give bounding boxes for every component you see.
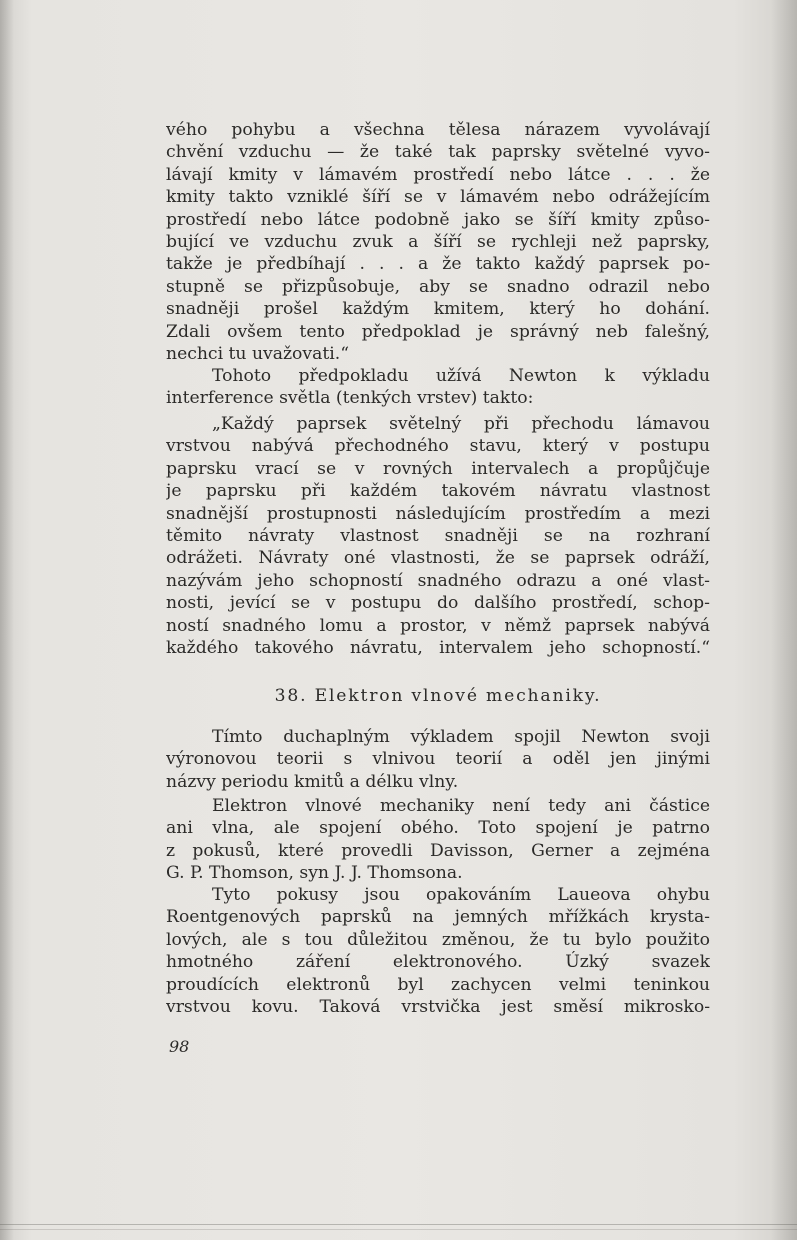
text-line: výronovou teorii s vlnivou teorií a oděl jen jinými [166, 749, 710, 770]
text-line: lových, ale s tou důležitou změnou, že tu bylo použito [166, 929, 710, 950]
text-line: interference světla (tenkých vrstev) takto: [166, 388, 534, 409]
text-line: paprsku vrací se v rovných intervalech a propůjčuje [166, 458, 710, 479]
section-heading: 38. Elektron vlnové mechaniky. [274, 686, 602, 706]
text-line: názvy periodu kmitů a délku vlny. [166, 771, 459, 792]
paragraph-newton-synthesis [166, 726, 710, 793]
text-line: vrstvou kovu. Taková vrstvička jest směsí mikrosko- [166, 996, 710, 1017]
text-line: takže je předbíhají . . . a že takto každý paprsek po- [166, 254, 710, 275]
text-line: ností snadného lomu a prostor, v němž paprsek nabývá [166, 615, 710, 636]
text-line: vého pohybu a všechna tělesa nárazem vyvolávají [166, 120, 710, 140]
page-right-shadow [771, 0, 797, 1240]
text-line: Elektron vlnové mechaniky není tedy ani částice [212, 796, 710, 816]
text-line: snadnější prostupnosti následujícím prostředím a mezi [166, 503, 710, 524]
text-line: hmotného záření elektronového. Úzký svazek [166, 952, 710, 973]
text-line: Tyto pokusy jsou opakováním Laueova ohybu [212, 885, 710, 905]
paragraph-newton-quote [166, 413, 710, 659]
text-line: proudících elektronů byl zachycen velmi teninkou [166, 974, 710, 995]
text-line: nosti, jevící se v postupu do dalšího prostředí, schop- [166, 593, 710, 614]
text-line: odrážeti. Návraty oné vlastnosti, že se paprsek odráží, [166, 548, 710, 569]
text-line: z pokusů, které provedli Davisson, Gerner a zejména [166, 840, 710, 861]
page-bottom-edge-line [0, 1224, 797, 1225]
text-line: vrstvou nabývá přechodného stavu, který v postupu [166, 436, 710, 457]
text-line: je paprsku při každém takovém návratu vlastnost [166, 481, 710, 502]
text-line: každého takového návratu, intervalem jeho schopností.“ [166, 637, 710, 658]
text-line: Tímto duchaplným výkladem spojil Newton svoji [212, 727, 710, 747]
page-left-shadow [0, 0, 14, 1240]
page-number: 98 [169, 1037, 190, 1056]
text-line: „Každý paprsek světelný při přechodu lámavou [212, 414, 710, 434]
text-line: chvění vzduchu — že také tak paprsky světelné vyvo- [166, 142, 710, 163]
text-line: stupně se přizpůsobuje, aby se snadno odrazil nebo [166, 276, 710, 297]
text-line: těmito návraty vlastnost snadněji se na rozhraní [166, 525, 710, 546]
text-line: Zdali ovšem tento předpoklad je správný neb falešný, [166, 321, 710, 342]
paragraph-electron-wave [166, 795, 710, 885]
text-line: ani vlna, ale spojení obého. Toto spojení je patrno [166, 818, 710, 839]
text-line: bující ve vzduchu zvuk a šíří se rychleji než paprsky, [166, 231, 710, 252]
page-bottom-edge-line [0, 1229, 797, 1230]
text-line: snadněji prošel každým kmitem, který ho dohání. [166, 299, 710, 320]
text-line: Tohoto předpokladu užívá Newton k výkladu [212, 366, 710, 386]
text-line: prostředí nebo látce podobně jako se šíří kmity způso- [166, 209, 710, 230]
paragraph-newton-interference [166, 365, 710, 410]
text-line: Roentgenových paprsků na jemných mřížkách krysta- [166, 907, 710, 928]
text-line: lávají kmity v lámavém prostředí nebo látce . . . že [166, 164, 710, 185]
paragraph-laue-experiments [166, 884, 710, 1018]
text-line: nechci tu uvažovati.“ [166, 343, 350, 364]
paragraph-quote-continuation [166, 119, 710, 365]
text-line: G. P. Thomson, syn J. J. Thomsona. [166, 863, 463, 884]
text-line: nazývám jeho schopností snadného odrazu a oné vlast- [166, 570, 710, 591]
text-line: kmity takto vzniklé šíří se v lámavém nebo odrážejícím [166, 187, 710, 208]
